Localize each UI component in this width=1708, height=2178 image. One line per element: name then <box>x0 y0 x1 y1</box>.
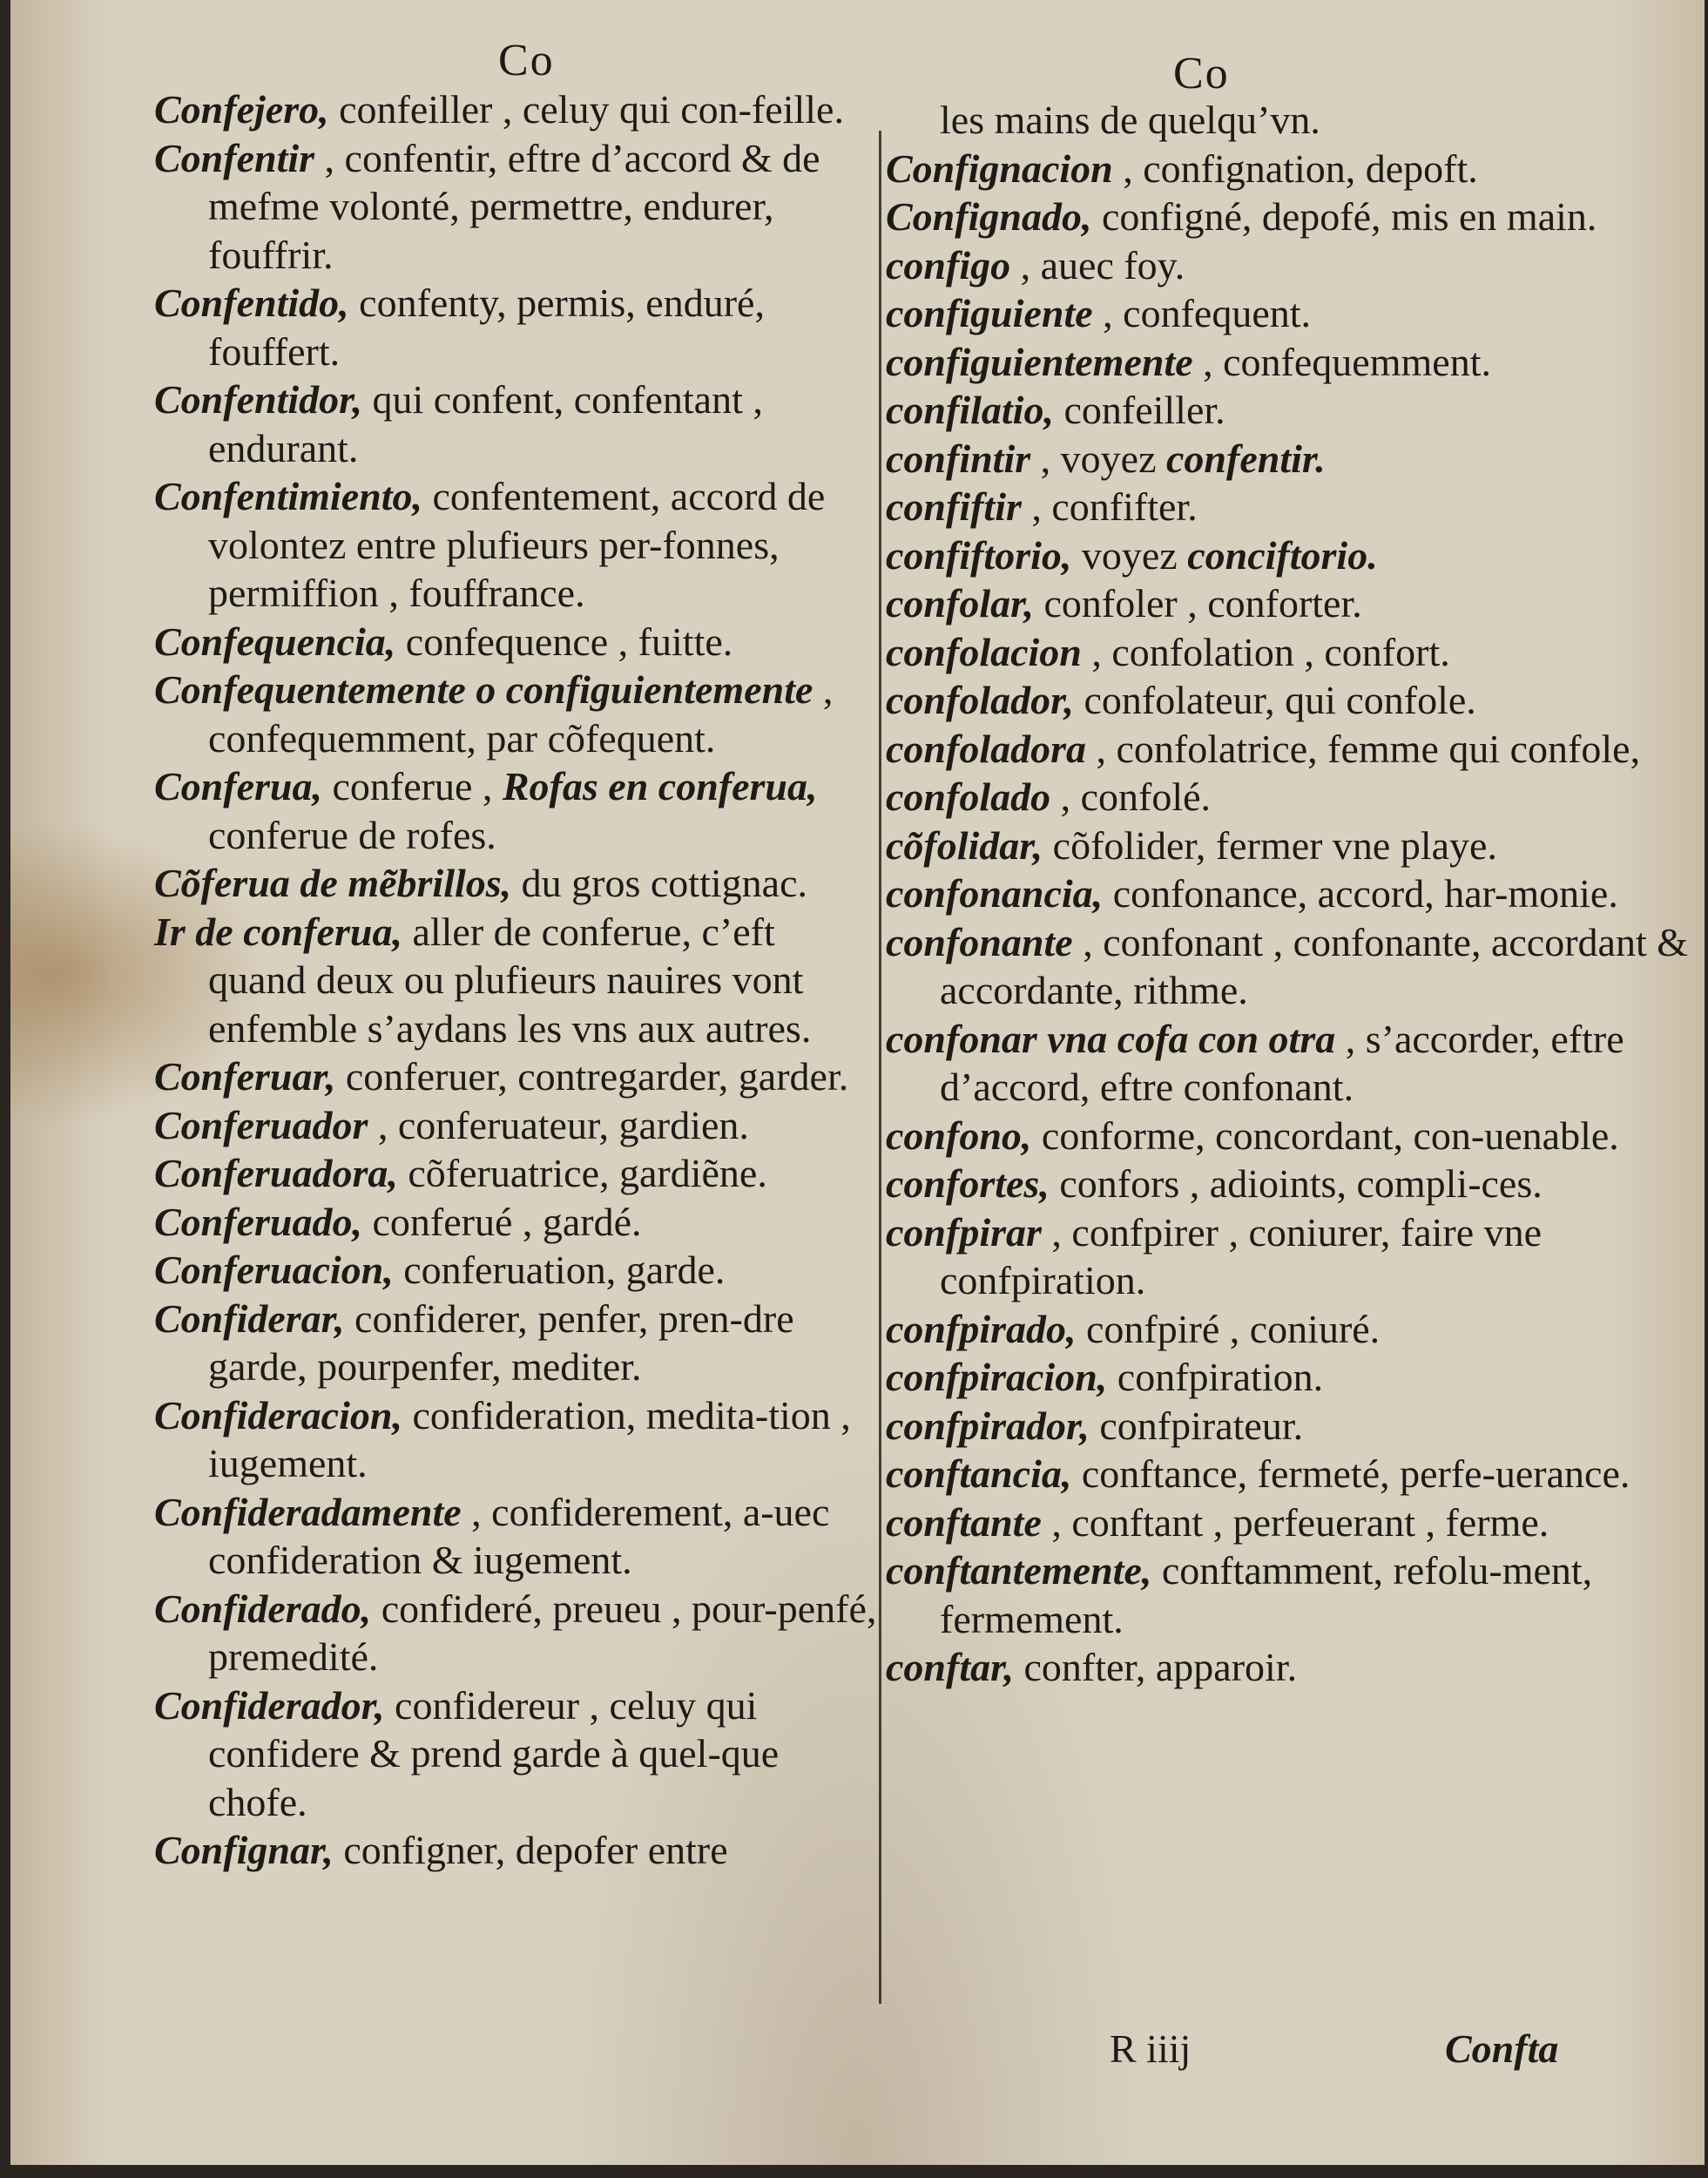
entry-headword: confpiracion, <box>886 1355 1108 1399</box>
dictionary-entry <box>886 869 1696 918</box>
dictionary-entry <box>886 1015 1696 1112</box>
entry-headword: confono, <box>886 1113 1032 1158</box>
entry-definition: , conftant , perfeuerant , ferme. <box>1041 1499 1549 1545</box>
entry-headword: cõfolidar, <box>886 822 1043 868</box>
running-head-left: Co <box>498 36 555 85</box>
entry-headword: confolado <box>886 774 1051 819</box>
entry-headword: Confejero, <box>154 87 329 132</box>
dictionary-entry <box>154 666 877 762</box>
entry-italic-term: confentir. <box>1166 436 1326 481</box>
entry-definition: confenty, permis, enduré, fouffert. <box>208 281 765 374</box>
entry-headword: conftantemente, <box>886 1548 1152 1593</box>
dictionary-entry <box>154 762 877 859</box>
dictionary-entry <box>154 1101 877 1150</box>
entry-definition: confideré, preueu , pour-penfé, premedité. <box>208 1586 877 1679</box>
entry-definition: conferué , gardé. <box>361 1199 642 1244</box>
entry-definition: , confequemment, par cõfequent. <box>208 667 834 761</box>
entry-headword: Conferua, <box>154 764 322 808</box>
dictionary-entry <box>886 435 1696 484</box>
dictionary-entry <box>886 1402 1696 1451</box>
right-column <box>886 96 1696 1692</box>
entry-definition: qui confent, confentant , endurant. <box>208 377 763 470</box>
entry-headword: Confignar, <box>154 1828 334 1872</box>
entry-headword: confpirador, <box>886 1403 1090 1448</box>
entry-definition: voyez <box>1071 532 1188 578</box>
entry-definition: cõfolider, fermer vne playe. <box>1043 822 1497 868</box>
entry-definition: , auec foy. <box>1010 242 1185 287</box>
entry-definition: confentement, accord de volontez entre plufieurs per-fonnes, permiffion , fouffrance. <box>208 474 826 615</box>
entry-definition: conftamment, refolu-ment, fermement. <box>940 1548 1593 1641</box>
dictionary-entry <box>886 338 1696 387</box>
entry-headword: Confignacion <box>886 145 1113 191</box>
dictionary-entry <box>154 618 877 666</box>
entry-headword: configo <box>886 242 1011 287</box>
entry-definition: confeiller , celuy qui con-feille. <box>328 87 844 132</box>
dictionary-entry <box>154 908 877 1053</box>
entry-definition: , confpirer , coniurer, faire vne confpiration. <box>940 1209 1543 1302</box>
entry-definition: confter, apparoir. <box>1013 1645 1298 1689</box>
entry-headword: confortes, <box>886 1161 1050 1206</box>
dictionary-entry <box>886 822 1696 870</box>
entry-headword: Ir de conferua, <box>154 909 402 954</box>
left-column <box>154 85 877 1875</box>
entry-definition: , confonant , confonante, accordant & accordante, rithme. <box>940 919 1689 1012</box>
entry-headword: confolacion <box>886 629 1082 674</box>
dictionary-entry <box>886 386 1696 435</box>
dictionary-entry <box>886 725 1696 774</box>
entry-definition: conferuer, contregarder, garder. <box>335 1054 849 1099</box>
entry-headword: Confequencia, <box>154 619 396 664</box>
entry-definition: configner, depofer entre <box>333 1828 728 1872</box>
dictionary-entry <box>886 483 1696 531</box>
entry-definition: , confentir, eftre d’accord & de mefme volonté, permettre, endurer, fouffrir. <box>208 135 820 277</box>
entry-headword: Confentidor, <box>154 377 363 422</box>
entry-headword: configuiente <box>886 291 1093 335</box>
entry-definition: , confiderement, a-uec confideration & iugement. <box>208 1489 830 1582</box>
dictionary-entry <box>886 773 1696 822</box>
entry-headword: Conferuado, <box>154 1199 362 1244</box>
dictionary-entry <box>886 628 1696 677</box>
dictionary-entry <box>154 1149 877 1198</box>
dictionary-entry <box>154 279 877 375</box>
dictionary-entry <box>154 472 877 618</box>
entry-headword: Cõferua de mẽbrillos, <box>154 861 512 905</box>
entry-headword: confonar vna cofa con otra <box>886 1016 1336 1061</box>
entry-headword: confpirar <box>886 1209 1042 1255</box>
dictionary-entry <box>154 859 877 908</box>
entry-definition: , confolatrice, femme qui confole, <box>1086 726 1641 771</box>
entry-headword: Conferuador <box>154 1102 368 1147</box>
entry-definition: les mains de quelqu’vn. <box>940 98 1320 142</box>
entry-headword: confolar, <box>886 581 1034 626</box>
entry-definition: confidereur , celuy qui confidere & prend garde à quel-que chofe. <box>208 1682 780 1824</box>
entry-definition: conferue de rofes. <box>208 812 496 857</box>
entry-headword: confintir <box>886 436 1031 481</box>
entry-definition: conferuation, garde. <box>393 1248 726 1292</box>
entry-definition: confpiration. <box>1107 1355 1324 1399</box>
entry-definition: confideration, medita-tion , iugement. <box>208 1392 851 1485</box>
entry-headword: Confideracion, <box>154 1392 402 1437</box>
signature-mark: R iiij <box>1110 2026 1192 2071</box>
entry-headword: Confiderar, <box>154 1295 345 1341</box>
dictionary-entry <box>154 134 877 280</box>
dictionary-entry <box>886 1305 1696 1354</box>
dictionary-entry <box>886 531 1696 580</box>
running-head-right: Co <box>1173 49 1230 98</box>
entry-headword: Confiderador, <box>154 1682 385 1728</box>
entry-definition: du gros cottignac. <box>511 861 807 905</box>
dictionary-entry <box>886 1160 1696 1208</box>
dictionary-entry <box>154 1246 877 1295</box>
dictionary-entry <box>886 1353 1696 1402</box>
entry-definition: conferue , <box>321 764 503 808</box>
entry-definition: , confolé. <box>1050 774 1212 819</box>
entry-definition: confequence , fuitte. <box>395 619 733 664</box>
dictionary-entry <box>886 1112 1696 1160</box>
entry-definition: , confequemment. <box>1192 339 1491 384</box>
dictionary-entry <box>886 145 1696 193</box>
entry-definition: confonance, accord, har-monie. <box>1103 871 1618 916</box>
entry-headword: confoladora <box>886 726 1086 771</box>
entry-definition: confolateur, qui confole. <box>1073 678 1476 722</box>
entry-headword: confpirado, <box>886 1306 1077 1351</box>
dictionary-entry <box>154 85 877 134</box>
dictionary-entry <box>886 918 1696 1015</box>
dictionary-entry <box>886 289 1696 338</box>
entry-headword: confonante <box>886 919 1073 964</box>
dictionary-entry <box>886 1450 1696 1498</box>
entry-definition: , voyez <box>1030 436 1166 481</box>
entry-definition: confeiller. <box>1053 388 1225 432</box>
entry-headword: confolador, <box>886 678 1074 722</box>
entry-headword: confonancia, <box>886 871 1104 916</box>
entry-definition: confors , adioints, compli-ces. <box>1049 1161 1543 1206</box>
entry-italic-term: Rofas en conferua, <box>502 764 818 808</box>
column-rule <box>879 131 881 2004</box>
book-page <box>10 0 1705 2165</box>
entry-definition: , conferuateur, gardien. <box>368 1102 749 1147</box>
dictionary-entry <box>886 96 1696 145</box>
dictionary-entry <box>154 1391 877 1488</box>
entry-headword: confiftorio, <box>886 532 1072 578</box>
entry-definition: , confifter. <box>1021 484 1198 529</box>
dictionary-entry <box>886 676 1696 725</box>
dictionary-entry <box>154 1052 877 1101</box>
entry-headword: Confignado, <box>886 194 1092 239</box>
dictionary-entry <box>886 1208 1696 1305</box>
entry-headword: Confequentemente o configuientemente <box>154 667 813 712</box>
entry-headword: Conferuacion, <box>154 1248 394 1292</box>
entry-headword: conftar, <box>886 1645 1014 1689</box>
entry-definition: cõferuatrice, gardiẽne. <box>397 1151 767 1195</box>
entry-definition: confoler , conforter. <box>1033 581 1362 626</box>
dictionary-entry <box>154 1826 877 1875</box>
entry-headword: configuientemente <box>886 339 1193 384</box>
dictionary-entry <box>154 375 877 472</box>
entry-definition: conforme, concordant, con-uenable. <box>1031 1113 1619 1158</box>
dictionary-entry <box>886 1498 1696 1547</box>
entry-headword: conftante <box>886 1499 1042 1545</box>
entry-definition: conftance, fermeté, perfe-uerance. <box>1071 1451 1630 1496</box>
entry-headword: Confentido, <box>154 281 349 325</box>
entry-headword: Confentimiento, <box>154 474 422 518</box>
entry-headword: confilatio, <box>886 388 1054 432</box>
entry-headword: Confideradamente <box>154 1489 462 1534</box>
dictionary-entry <box>154 1198 877 1247</box>
catchword: Confta <box>1445 2026 1559 2071</box>
entry-italic-term: conciftorio. <box>1187 532 1378 578</box>
dictionary-entry <box>154 1585 877 1681</box>
dictionary-entry <box>154 1295 877 1391</box>
dictionary-entry <box>886 1643 1696 1692</box>
dictionary-entry <box>154 1488 877 1585</box>
entry-definition: configné, depofé, mis en main. <box>1091 194 1597 239</box>
dictionary-entry <box>886 241 1696 290</box>
entry-definition: , confequent. <box>1092 291 1312 335</box>
entry-headword: conftancia, <box>886 1451 1072 1496</box>
dictionary-entry <box>886 193 1696 241</box>
entry-headword: Confiderado, <box>154 1586 372 1631</box>
entry-definition: confpiré , coniuré. <box>1076 1306 1381 1351</box>
entry-definition: , confignation, depoft. <box>1112 145 1478 191</box>
entry-definition: confpirateur. <box>1089 1403 1304 1448</box>
entry-definition: aller de conferue, c’eft quand deux ou plufieurs nauires vont enfemble s’aydans les vns aux autres. <box>208 909 812 1051</box>
dictionary-entry <box>886 1546 1696 1643</box>
entry-definition: , confolation , confort. <box>1081 629 1450 674</box>
entry-headword: confiftir <box>886 484 1022 529</box>
dictionary-entry <box>154 1681 877 1827</box>
entry-headword: Conferuadora, <box>154 1151 398 1195</box>
dictionary-entry <box>886 579 1696 628</box>
entry-headword: Confentir <box>154 135 315 180</box>
entry-definition: confiderer, penfer, pren-dre garde, pourpenfer, mediter. <box>208 1295 794 1389</box>
entry-headword: Conferuar, <box>154 1054 336 1099</box>
entry-definition: , s’accorder, eftre d’accord, eftre confonant. <box>940 1016 1624 1109</box>
